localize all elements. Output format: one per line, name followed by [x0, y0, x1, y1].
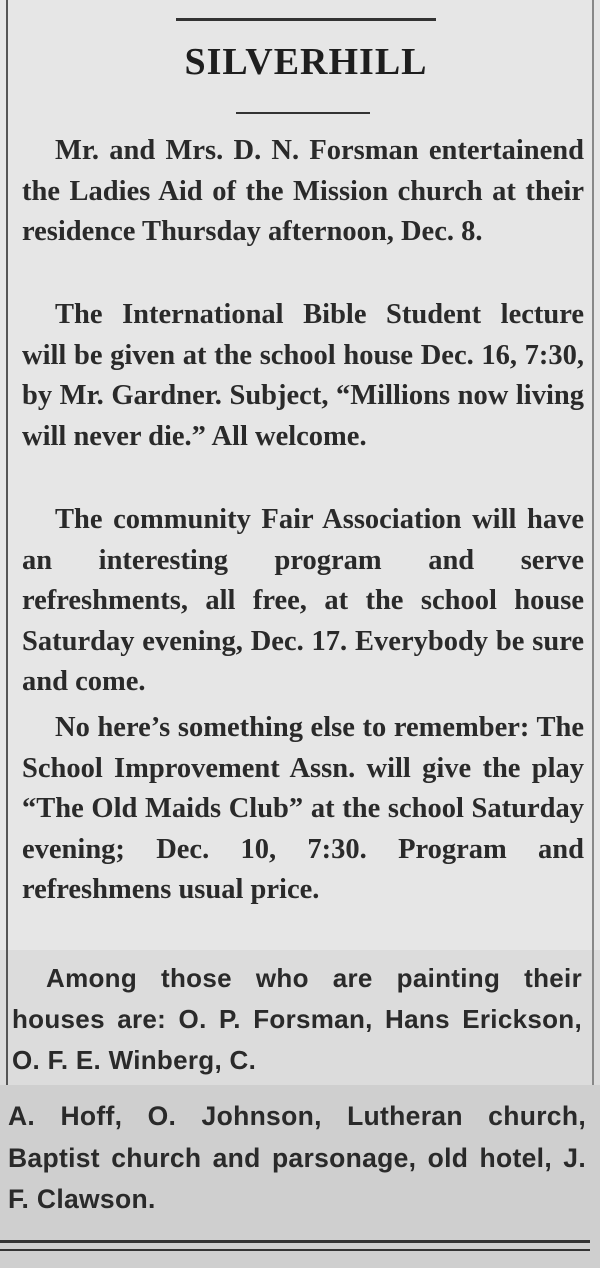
paragraph-painting-houses: Among those who are painting their houses are: O. P. Forsman, Hans Erickson, O. F. E. Winberg, C.	[12, 963, 582, 1075]
bottom-rule-upper	[0, 1240, 590, 1243]
paragraph-forsman-ladies-aid: Mr. and Mrs. D. N. Forsman entertainend the Ladies Aid of the Mission church at their residence Thursday afternoon, Dec. 8.	[22, 135, 584, 247]
paragraph-painting-continued: A. Hoff, O. Johnson, Lutheran church, Baptist church and parsonage, old hotel, J. F. Clawson.	[8, 1101, 586, 1214]
article-heading: SILVERHILL	[184, 41, 428, 83]
column-right-rule	[592, 0, 594, 1085]
column-left-rule	[6, 0, 8, 1085]
paragraph-bible-lecture: The International Bible Student lecture will be given at the school house Dec. 16, 7:30, by Mr. Gardner. Subject, “Millions now living will never die.” All welcome.	[22, 299, 584, 452]
paragraph-school-play: No here’s something else to remember: The School Improvement Assn. will give the play “The Old Maids Club” at the school Saturday evening; Dec. 10, 7:30. Program and refreshmens usual price.	[22, 712, 584, 905]
bottom-rule-lower	[0, 1249, 590, 1251]
top-rule	[176, 18, 436, 21]
paragraph-fair-association: The community Fair Association will have an interesting program and serve refreshments, all free, at the school house Saturday evening, Dec. 17. Everybody be sure and come.	[22, 504, 584, 697]
heading-rule	[236, 112, 370, 114]
